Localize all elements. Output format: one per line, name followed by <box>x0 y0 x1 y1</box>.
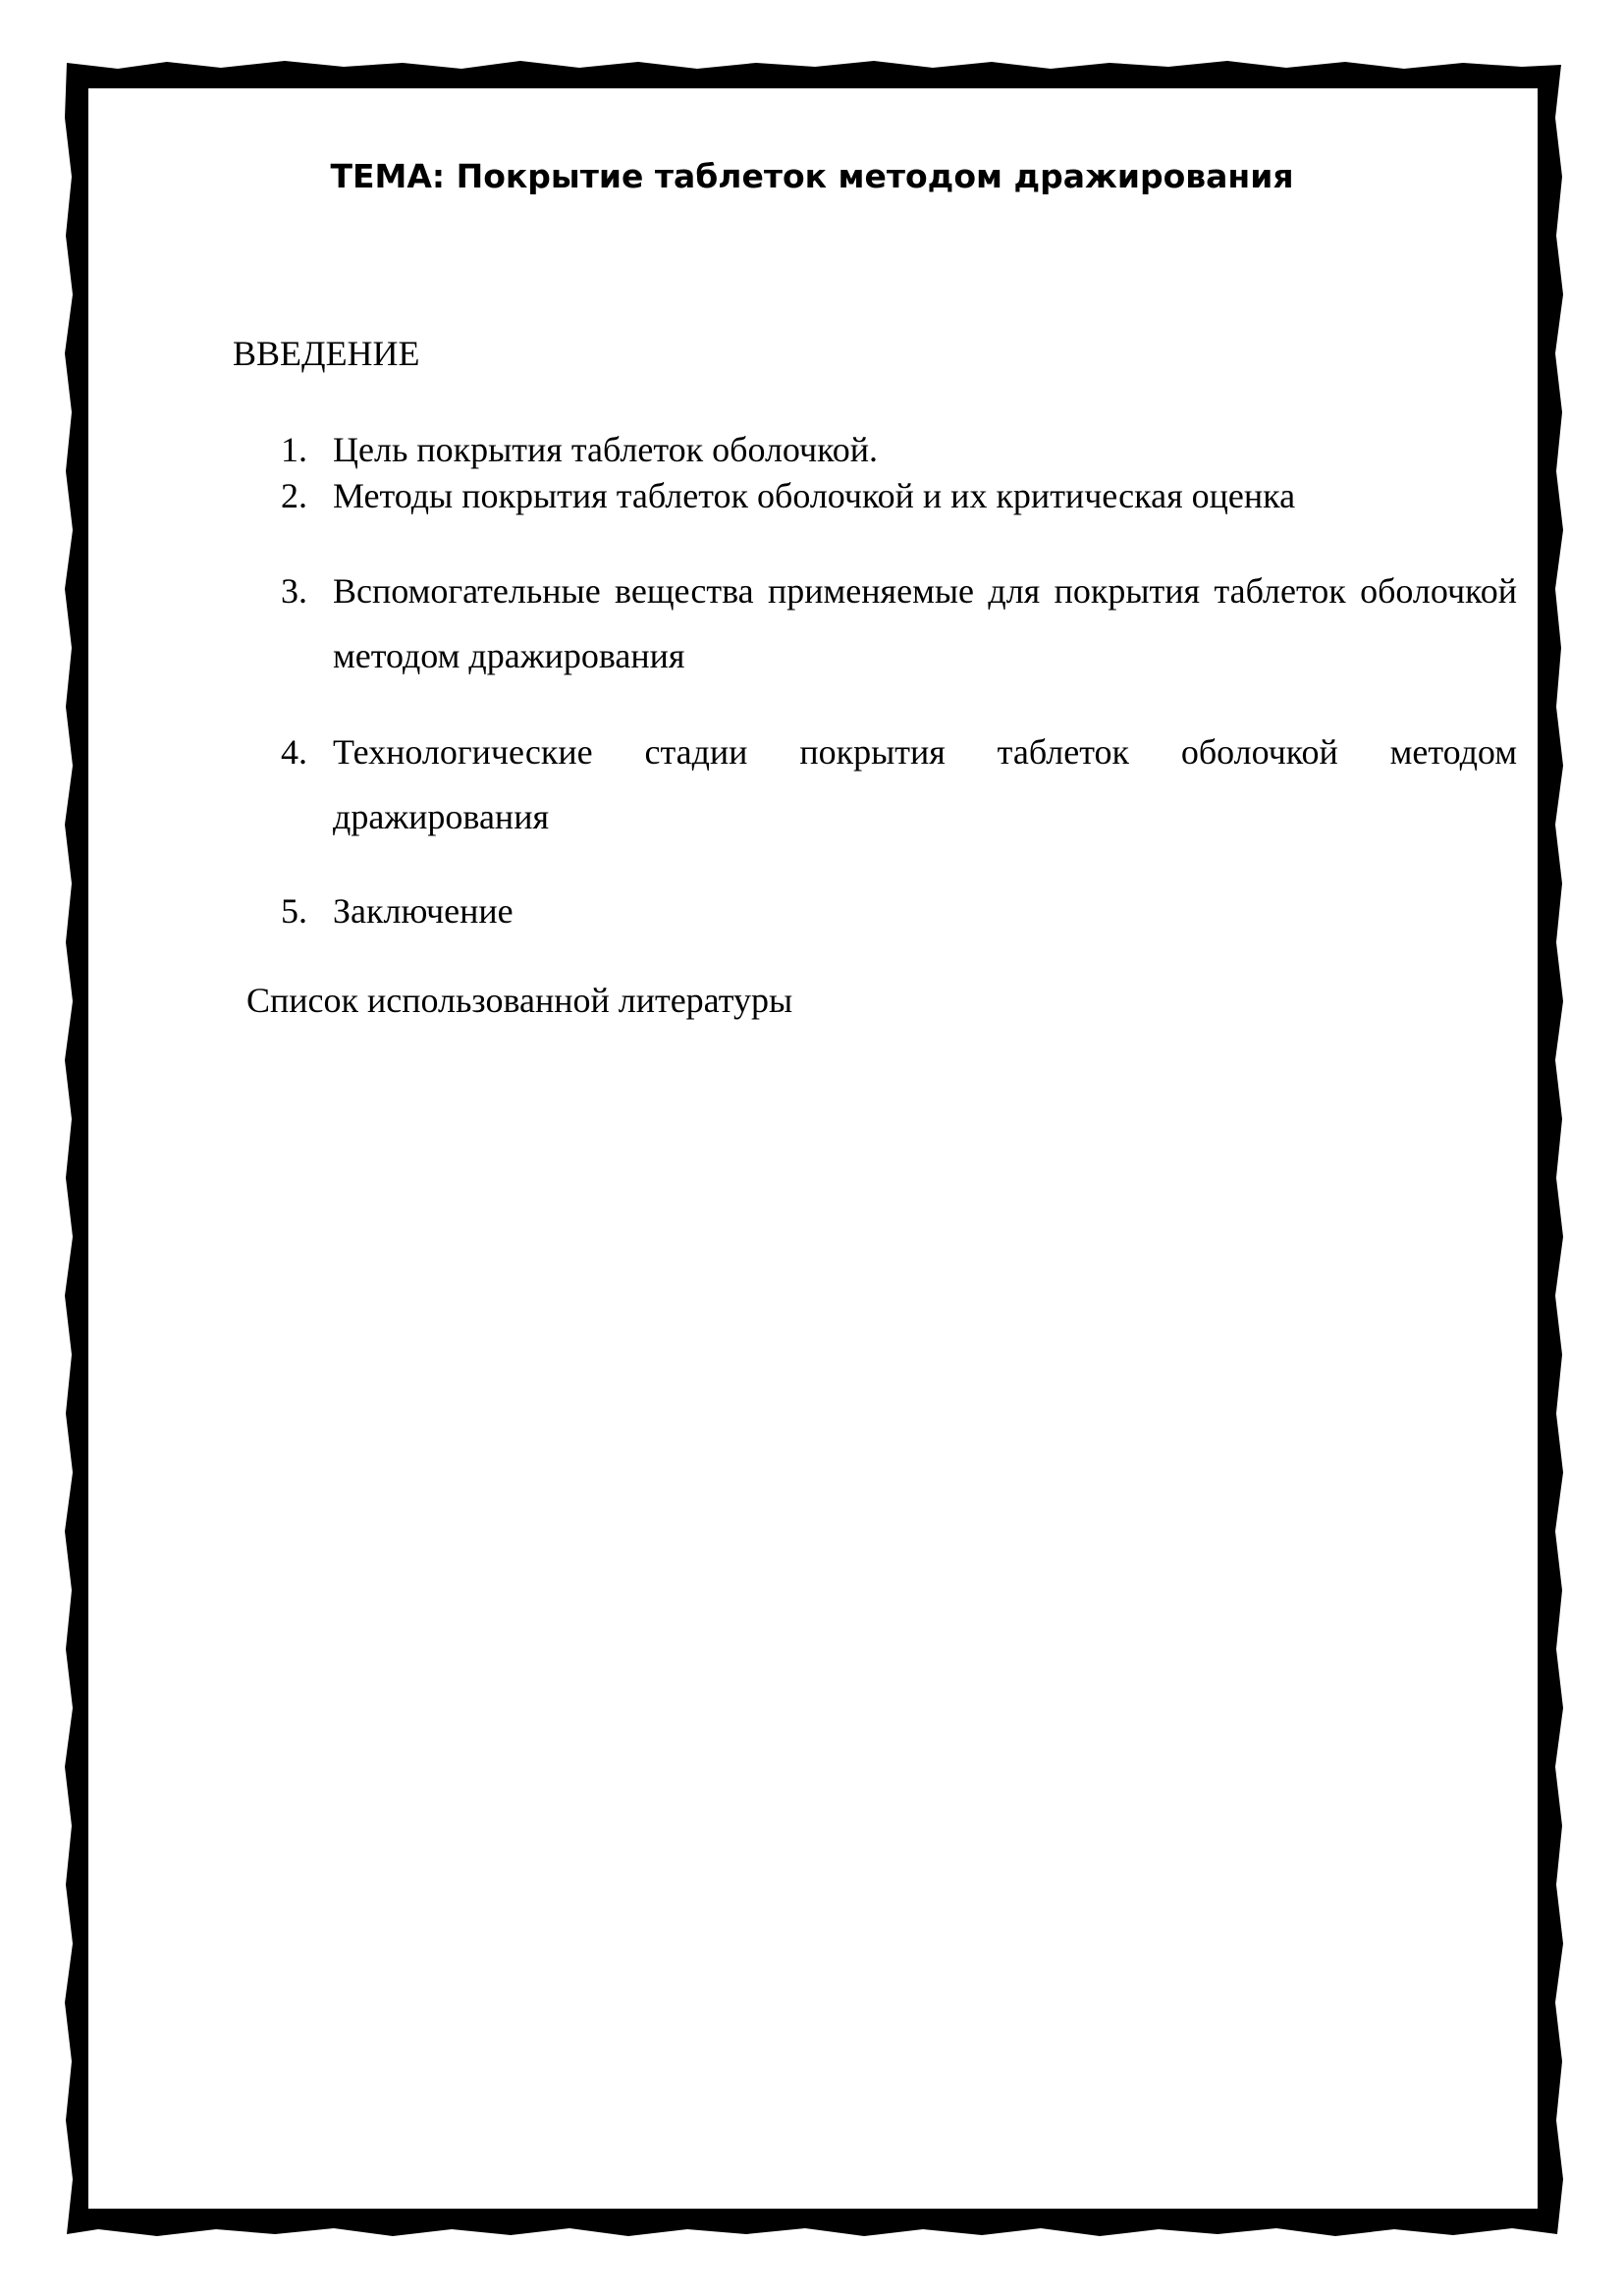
toc-item-3 <box>281 559 1517 688</box>
toc-item-2 <box>281 472 1517 519</box>
toc-item-text: Технологические стадии покрытия таблеток оболочкой методом дражирования <box>333 732 1517 836</box>
toc-item-4 <box>281 720 1517 849</box>
toc-item-number: 2. <box>281 476 307 515</box>
toc-item-1 <box>281 426 1517 473</box>
toc-item-5 <box>281 879 1517 943</box>
document-title: ТЕМА: Покрытие таблеток методом дражирования <box>330 157 1294 195</box>
toc-item-text: Методы покрытия таблеток оболочкой и их критическая оценка <box>333 476 1296 515</box>
intro-heading: ВВЕДЕНИЕ <box>233 334 420 373</box>
toc-item-number: 5. <box>281 891 307 931</box>
toc-item-number: 3. <box>281 571 307 611</box>
toc-item-text: Заключение <box>333 891 514 931</box>
toc-item-text: Вспомогательные вещества применяемые для покрытия таблеток оболочкой методом дражирования <box>333 571 1517 675</box>
toc-item-text: Цель покрытия таблеток оболочкой. <box>333 430 879 469</box>
references-heading: Список использованной литературы <box>246 981 793 1020</box>
toc-item-number: 1. <box>281 430 307 469</box>
toc-item-number: 4. <box>281 732 307 772</box>
